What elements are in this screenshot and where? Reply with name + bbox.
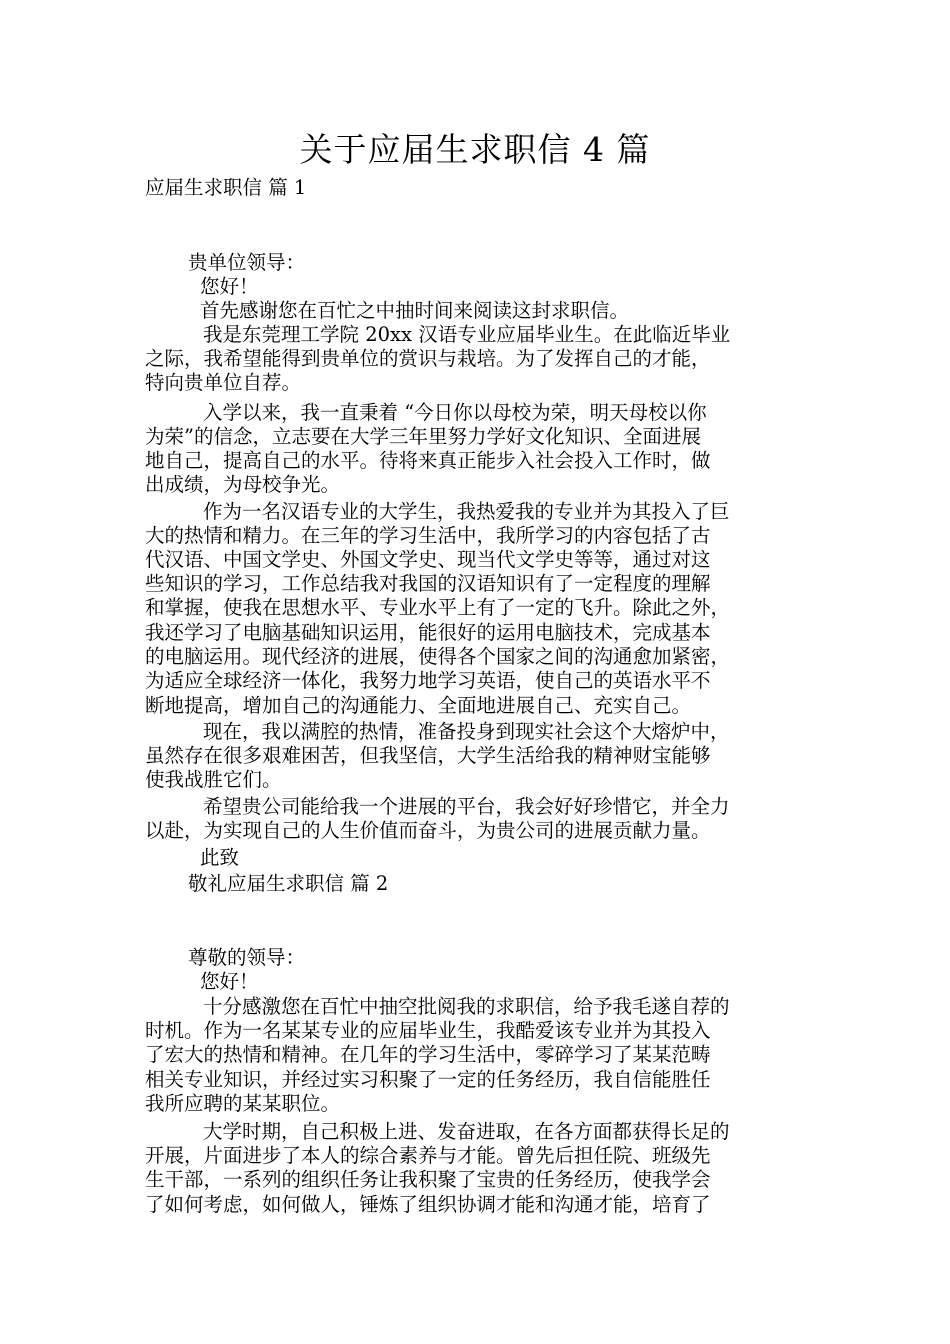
paragraph-line: 大学时期，自己积极上进、发奋进取，在各方面都获得长足的 xyxy=(203,1120,730,1143)
paragraph-line: 十分感激您在百忙中抽空批阅我的求职信，给予我毛遂自荐的 xyxy=(203,995,730,1018)
paragraph-line: 虽然存在很多艰难困苦，但我坚信，大学生活给我的精神财宝能够 xyxy=(145,744,711,767)
paragraph-line: 时机。作为一名某某专业的应届毕业生，我酷爱该专业并为其投入 xyxy=(145,1019,711,1042)
greeting-1: 您好！ xyxy=(200,275,259,298)
paragraph-line: 代汉语、中国文学史、外国文学史、现当代文学史等等，通过对这 xyxy=(145,548,711,571)
paragraph-line: 此致 xyxy=(200,846,240,869)
paragraph-line: 使我战胜它们。 xyxy=(145,768,282,791)
paragraph-line: 相关专业知识，并经过实习积聚了一定的任务经历，我自信能胜任 xyxy=(145,1068,711,1091)
salutation-1: 贵单位领导： xyxy=(188,251,306,274)
paragraph-line: 特向贵单位自荐。 xyxy=(145,371,302,394)
paragraph-line: 为适应全球经济一体化，我努力地学习英语，使自己的英语水平不 xyxy=(145,669,711,692)
section-heading-1: 应届生求职信 篇 1 xyxy=(145,176,307,199)
document-title: 关于应届生求职信 4 篇 xyxy=(299,130,651,169)
paragraph-line: 出成绩，为母校争光。 xyxy=(145,473,341,496)
paragraph-line: 为荣”的信念，立志要在大学三年里努力学好文化知识、全面进展 xyxy=(145,425,701,448)
paragraph-line: 断地提高，增加自己的沟通能力、全面地进展自己、充实自己。 xyxy=(145,694,692,717)
salutation-2: 尊敬的领导： xyxy=(188,946,306,969)
paragraph-line: 希望贵公司能给我一个进展的平台，我会好好珍惜它，并全力 xyxy=(203,795,730,818)
paragraph-line: 些知识的学习，工作总结我对我国的汉语知识有了一定程度的理解 xyxy=(145,572,711,595)
paragraph-line: 以赴，为实现自己的人生价值而奋斗，为贵公司的进展贡献力量。 xyxy=(145,819,711,842)
paragraph-line: 入学以来，我一直秉着 “今日你以母校为荣，明天母校以你 xyxy=(203,401,707,424)
paragraph-line: 我所应聘的某某职位。 xyxy=(145,1092,341,1115)
section-heading-2: 敬礼应届生求职信 篇 2 xyxy=(188,872,389,895)
paragraph-line: 我还学习了电脑基础知识运用，能很好的运用电脑技术，完成基本 xyxy=(145,621,711,644)
paragraph-line: 生干部，一系列的组织任务让我积聚了宝贵的任务经历，使我学会 xyxy=(145,1168,711,1191)
paragraph-line: 的电脑运用。现代经济的进展，使得各个国家之间的沟通愈加紧密， xyxy=(145,645,731,668)
paragraph-line: 大的热情和精力。在三年的学习生活中，我所学习的内容包括了古 xyxy=(145,524,711,547)
paragraph-line: 首先感谢您在百忙之中抽时间来阅读这封求职信。 xyxy=(200,299,630,322)
paragraph-line: 了如何考虑，如何做人，锤炼了组织协调才能和沟通才能，培育了 xyxy=(145,1193,711,1216)
paragraph-line: 我是东莞理工学院 20xx 汉语专业应届毕业生。在此临近毕业 xyxy=(203,323,731,346)
paragraph-line: 和掌握，使我在思想水平、专业水平上有了一定的飞升。除此之外， xyxy=(145,596,731,619)
paragraph-line: 开展，片面进步了本人的综合素养与才能。曾先后担任院、班级先 xyxy=(145,1144,711,1167)
paragraph-line: 地自己，提高自己的水平。待将来真正能步入社会投入工作时，做 xyxy=(145,449,711,472)
paragraph-line: 作为一名汉语专业的大学生，我热爱我的专业并为其投入了巨 xyxy=(203,500,730,523)
paragraph-line: 了宏大的热情和精神。在几年的学习生活中，零碎学习了某某范畴 xyxy=(145,1043,711,1066)
paragraph-line: 之际，我希望能得到贵单位的赏识与栽培。为了发挥自己的才能， xyxy=(145,347,711,370)
greeting-2: 您好！ xyxy=(200,970,259,993)
paragraph-line: 现在，我以满腔的热情，准备投身到现实社会这个大熔炉中， xyxy=(203,720,730,743)
